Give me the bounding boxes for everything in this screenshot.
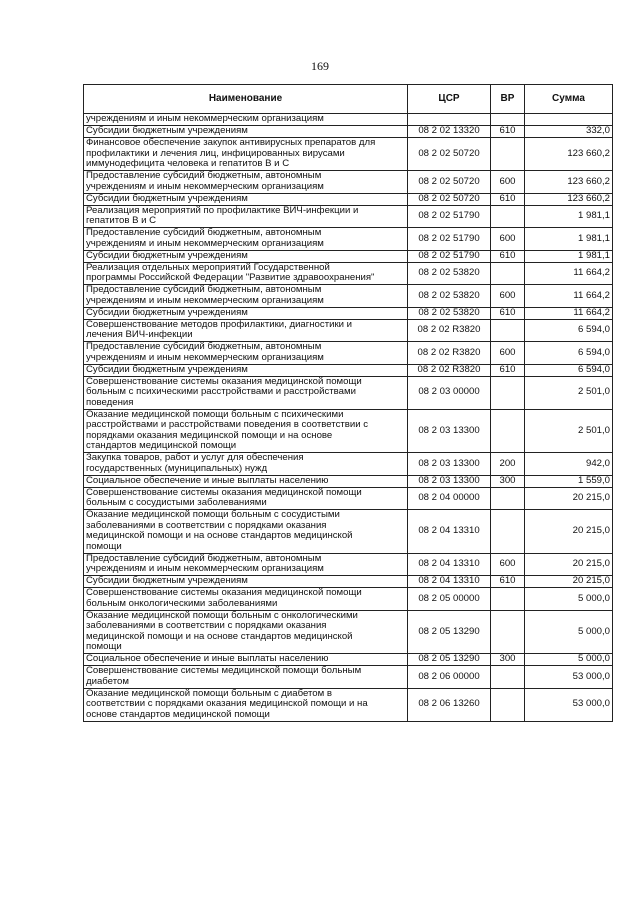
cell-csr: 08 2 02 50720: [408, 138, 491, 171]
cell-vr: [491, 588, 525, 611]
cell-vr: 300: [491, 654, 525, 666]
cell-sum: 1 981,1: [525, 228, 613, 251]
cell-csr: 08 2 03 13300: [408, 409, 491, 453]
cell-vr: 600: [491, 228, 525, 251]
cell-name: Предоставление субсидий бюджетным, автономным учреждениям и иным некоммерческим организациям: [84, 285, 408, 308]
table-row: [84, 250, 613, 262]
table-row: [84, 588, 613, 611]
table-header-row: [84, 85, 613, 114]
cell-vr: [491, 666, 525, 689]
cell-sum: [525, 114, 613, 126]
cell-sum: 2 501,0: [525, 376, 613, 409]
cell-vr: [491, 688, 525, 721]
cell-csr: 08 2 04 13310: [408, 576, 491, 588]
cell-name: Совершенствование системы медицинской помощи больным диабетом: [84, 666, 408, 689]
cell-name: Совершенствование методов профилактики, диагностики и лечения ВИЧ-инфекции: [84, 319, 408, 342]
cell-sum: 20 215,0: [525, 487, 613, 510]
table-row: [84, 610, 613, 654]
table-row: [84, 576, 613, 588]
cell-csr: 08 2 02 R3820: [408, 319, 491, 342]
table-row: [84, 228, 613, 251]
cell-vr: 600: [491, 553, 525, 576]
table-row: [84, 453, 613, 476]
cell-name: Субсидии бюджетным учреждениям: [84, 576, 408, 588]
header-name: Наименование: [84, 85, 408, 114]
cell-csr: 08 2 04 13310: [408, 510, 491, 554]
cell-sum: 53 000,0: [525, 666, 613, 689]
cell-sum: 1 559,0: [525, 475, 613, 487]
cell-csr: 08 2 06 13260: [408, 688, 491, 721]
cell-sum: 11 664,2: [525, 307, 613, 319]
table-row: [84, 138, 613, 171]
cell-name: Субсидии бюджетным учреждениям: [84, 307, 408, 319]
cell-sum: 6 594,0: [525, 342, 613, 365]
cell-csr: [408, 114, 491, 126]
cell-csr: 08 2 02 50720: [408, 193, 491, 205]
table-row: [84, 205, 613, 228]
cell-name: Закупка товаров, работ и услуг для обеспечения государственных (муниципальных) нужд: [84, 453, 408, 476]
cell-name: Реализация отдельных мероприятий Государственной программы Российской Федерации "Развитие здравоохранения": [84, 262, 408, 285]
table-row: [84, 688, 613, 721]
cell-sum: 2 501,0: [525, 409, 613, 453]
cell-name: Социальное обеспечение и иные выплаты населению: [84, 475, 408, 487]
cell-csr: 08 2 02 51790: [408, 228, 491, 251]
cell-vr: 610: [491, 193, 525, 205]
table-row: [84, 319, 613, 342]
cell-csr: 08 2 06 00000: [408, 666, 491, 689]
cell-name: Реализация мероприятий по профилактике ВИЧ-инфекции и гепатитов В и С: [84, 205, 408, 228]
cell-sum: 11 664,2: [525, 262, 613, 285]
table-row: [84, 114, 613, 126]
cell-name: Финансовое обеспечение закупок антивирусных препаратов для профилактики и лечения лиц, инфицированных вирусами иммунодефицита человека и гепатитов В и С: [84, 138, 408, 171]
cell-name: Субсидии бюджетным учреждениям: [84, 126, 408, 138]
cell-csr: 08 2 04 13310: [408, 553, 491, 576]
cell-vr: [491, 610, 525, 654]
cell-csr: 08 2 02 51790: [408, 205, 491, 228]
page-number: 169: [311, 59, 329, 73]
table-row: [84, 510, 613, 554]
cell-vr: 600: [491, 171, 525, 194]
cell-sum: 332,0: [525, 126, 613, 138]
cell-csr: 08 2 02 51790: [408, 250, 491, 262]
cell-csr: 08 2 05 13290: [408, 654, 491, 666]
cell-name: Предоставление субсидий бюджетным, автономным учреждениям и иным некоммерческим организациям: [84, 171, 408, 194]
cell-name: Оказание медицинской помощи больным с диабетом в соответствии с порядками оказания медицинской помощи и на основе стандартов медицинской помощи: [84, 688, 408, 721]
cell-name: Совершенствование системы оказания медицинской помощи больным с психическими расстройствами и расстройствами поведения: [84, 376, 408, 409]
cell-csr: 08 2 04 00000: [408, 487, 491, 510]
table-row: [84, 193, 613, 205]
cell-sum: 942,0: [525, 453, 613, 476]
cell-sum: 123 660,2: [525, 171, 613, 194]
cell-vr: [491, 205, 525, 228]
cell-vr: 600: [491, 342, 525, 365]
cell-name: Оказание медицинской помощи больным с сосудистыми заболеваниями в соответствии с порядками оказания медицинской помощи и на основе стандартов медицинской помощи: [84, 510, 408, 554]
cell-sum: 20 215,0: [525, 553, 613, 576]
table-row: [84, 475, 613, 487]
cell-vr: 200: [491, 453, 525, 476]
header-csr: ЦСР: [408, 85, 491, 114]
table-row: [84, 654, 613, 666]
cell-name: Социальное обеспечение и иные выплаты населению: [84, 654, 408, 666]
cell-csr: 08 2 03 13300: [408, 453, 491, 476]
cell-csr: 08 2 02 53820: [408, 307, 491, 319]
table-row: [84, 285, 613, 308]
cell-name: Предоставление субсидий бюджетным, автономным учреждениям и иным некоммерческим организациям: [84, 342, 408, 365]
cell-name: Совершенствование системы оказания медицинской помощи больным с сосудистыми заболеваниями: [84, 487, 408, 510]
cell-sum: 6 594,0: [525, 319, 613, 342]
cell-vr: [491, 510, 525, 554]
cell-name: учреждениям и иным некоммерческим организациям: [84, 114, 408, 126]
cell-name: Предоставление субсидий бюджетным, автономным учреждениям и иным некоммерческим организациям: [84, 553, 408, 576]
cell-csr: 08 2 02 13320: [408, 126, 491, 138]
cell-csr: 08 2 03 13300: [408, 475, 491, 487]
cell-vr: [491, 487, 525, 510]
cell-vr: [491, 262, 525, 285]
cell-vr: [491, 376, 525, 409]
cell-vr: 610: [491, 126, 525, 138]
cell-name: Субсидии бюджетным учреждениям: [84, 193, 408, 205]
header-vr: ВР: [491, 85, 525, 114]
cell-sum: 20 215,0: [525, 510, 613, 554]
table-row: [84, 342, 613, 365]
cell-vr: [491, 409, 525, 453]
table-row: [84, 364, 613, 376]
cell-vr: 610: [491, 364, 525, 376]
cell-csr: 08 2 02 R3820: [408, 342, 491, 365]
cell-csr: 08 2 02 50720: [408, 171, 491, 194]
budget-table: [83, 84, 613, 722]
cell-sum: 5 000,0: [525, 588, 613, 611]
cell-sum: 1 981,1: [525, 205, 613, 228]
cell-sum: 20 215,0: [525, 576, 613, 588]
cell-vr: 610: [491, 307, 525, 319]
cell-vr: 610: [491, 576, 525, 588]
cell-name: Субсидии бюджетным учреждениям: [84, 364, 408, 376]
cell-vr: 610: [491, 250, 525, 262]
cell-vr: [491, 319, 525, 342]
cell-csr: 08 2 03 00000: [408, 376, 491, 409]
cell-sum: 1 981,1: [525, 250, 613, 262]
cell-sum: 6 594,0: [525, 364, 613, 376]
table-row: [84, 666, 613, 689]
cell-csr: 08 2 05 00000: [408, 588, 491, 611]
header-sum: Сумма: [525, 85, 613, 114]
cell-vr: 300: [491, 475, 525, 487]
table-row: [84, 262, 613, 285]
cell-name: Предоставление субсидий бюджетным, автономным учреждениям и иным некоммерческим организациям: [84, 228, 408, 251]
cell-sum: 5 000,0: [525, 610, 613, 654]
table-row: [84, 126, 613, 138]
cell-sum: 123 660,2: [525, 138, 613, 171]
cell-vr: 600: [491, 285, 525, 308]
cell-sum: 5 000,0: [525, 654, 613, 666]
cell-sum: 11 664,2: [525, 285, 613, 308]
cell-name: Оказание медицинской помощи больным с психическими расстройствами и расстройствами поведения в соответствии с порядками оказания медицинской помощи и на основе стандартов медицинской помощи: [84, 409, 408, 453]
cell-csr: 08 2 02 R3820: [408, 364, 491, 376]
table-row: [84, 553, 613, 576]
cell-vr: [491, 138, 525, 171]
table-row: [84, 409, 613, 453]
table-row: [84, 376, 613, 409]
cell-name: Совершенствование системы оказания медицинской помощи больным онкологическими заболеваниями: [84, 588, 408, 611]
table-row: [84, 487, 613, 510]
table-row: [84, 171, 613, 194]
cell-name: Оказание медицинской помощи больным с онкологическими заболеваниями в соответствии с порядками оказания медицинской помощи и на основе стандартов медицинской помощи: [84, 610, 408, 654]
table-body: [84, 114, 613, 722]
cell-csr: 08 2 02 53820: [408, 285, 491, 308]
cell-csr: 08 2 02 53820: [408, 262, 491, 285]
cell-vr: [491, 114, 525, 126]
table-row: [84, 307, 613, 319]
cell-sum: 123 660,2: [525, 193, 613, 205]
cell-csr: 08 2 05 13290: [408, 610, 491, 654]
cell-name: Субсидии бюджетным учреждениям: [84, 250, 408, 262]
cell-sum: 53 000,0: [525, 688, 613, 721]
